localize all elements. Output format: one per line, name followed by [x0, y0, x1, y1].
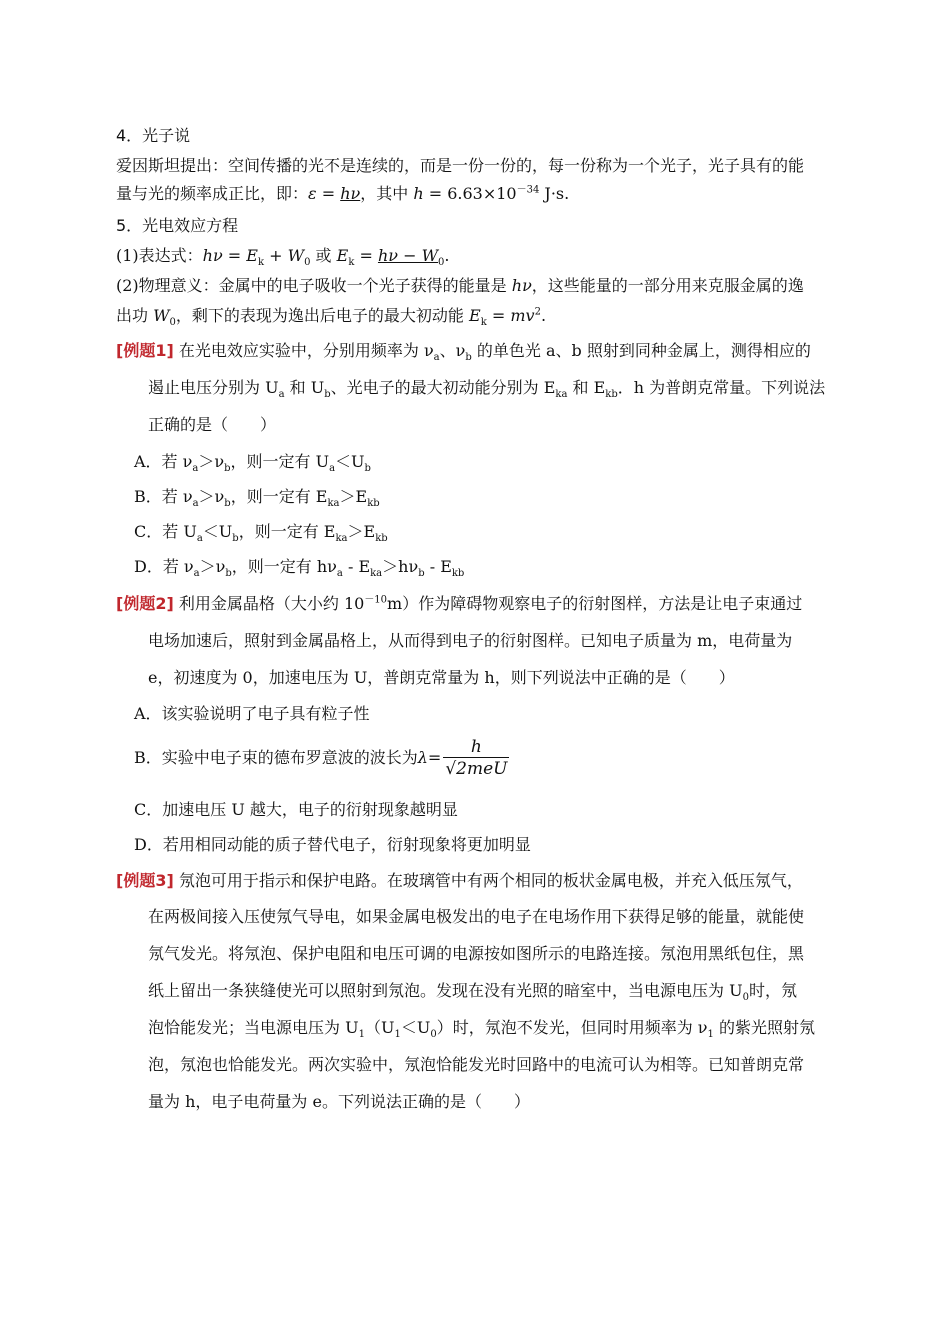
example-1-stem-line1: [例题1] 在光电效应实验中，分别用频率为 $\nu_a$、$\nu_b$ 的单色光 a、b 照射到同种金属上，测得相应的 [116, 341, 811, 364]
example-2-option-b[interactable]: B．实验中电子束的德布罗意波的波长为λ= $\frac{h}{\text{√2meU}}$ [134, 737, 508, 779]
example-1-option-c[interactable]: C．若 $U_a<U_b$，则一定有 $E_{ka}>E_{kb}$ [134, 522, 388, 545]
section-5-meaning-line2: 出功 $W_0$，剩下的表现为逸出后电子的最大初动能 $E_k = mv^2$. [116, 306, 547, 329]
example-1-stem-line3: 正确的是（ ） [148, 415, 277, 434]
example-3-stem-line2: 在两极间接入压使氖气导电，如果金属电极发出的电子在电场作用下获得足够的能量，就能使 [148, 907, 805, 926]
example-3-stem-line7: 量为 h，电子电荷量为 e。下列说法正确的是（ ） [148, 1092, 530, 1111]
example-3-stem-line4: 纸上留出一条狭缝使光可以照射到氖泡。发现在没有光照的暗室中，当电源电压为 $U_0$时，氖 [148, 981, 797, 1004]
example-3-stem-line5: 泡恰能发光；当电源电压为 $U_1(U_1<U_0)$时，氖泡不发光，但同时用频率为 $\nu_1$ 的紫光照射氖 [148, 1018, 815, 1041]
example-2-option-a[interactable]: A．该实验说明了电子具有粒子性 [134, 704, 370, 723]
example-2-stem-line1: [例题2] 利用金属晶格（大小约 $10^{-10}m$）作为障碍物观察电子的衍射图样，方法是让电子束通过 [116, 594, 803, 613]
example-3-tag: [例题3] [116, 871, 174, 890]
wavelength-fraction: $\frac{h}{\text{√2meU}}$ [445, 737, 508, 779]
example-2-tag: [例题2] [116, 594, 174, 613]
example-1-stem-line2: 遏止电压分别为 $U_a$ 和 $U_b$、光电子的最大初动能分别为 $E_{ka}$ 和 $E_{kb}$．h 为普朗克常量。下列说法 [148, 378, 826, 401]
example-2-option-c[interactable]: C．加速电压 U 越大，电子的衍射现象越明显 [134, 800, 458, 819]
section-4-heading: 4．光子说 [116, 126, 191, 145]
section-5-heading: 5．光电效应方程 [116, 216, 239, 235]
example-2-stem-line3: e，初速度为 0，加速电压为 U，普朗克常量为 h，则下列说法中正确的是（ ） [148, 668, 735, 687]
section-4-text-line2: 量与光的频率成正比，即：ε = hν，其中 $h = 6.63\times 10^{-34}$ J·s. [116, 184, 570, 203]
example-1-option-b[interactable]: B．若 $\nu_a>\nu_b$，则一定有 $E_{ka}>E_{kb}$ [134, 487, 380, 510]
example-3-stem-line3: 氖气发光。将氖泡、保护电阻和电压可调的电源按如图所示的电路连接。氖泡用黑纸包住，黑 [148, 944, 805, 963]
section-5-expression: (1)表达式：$h\nu = E_k + W_0$ 或 $E_k = h\nu - W_0$. [116, 246, 450, 269]
example-3-stem-line6: 泡，氖泡也恰能发光。两次实验中，氖泡恰能发光时回路中的电流可认为相等。已知普朗克常 [148, 1055, 805, 1074]
example-1-tag: [例题1] [116, 341, 174, 360]
example-1-option-a[interactable]: A．若 $\nu_a>\nu_b$，则一定有 $U_a<U_b$ [134, 452, 371, 475]
example-2-stem-line2: 电场加速后，照射到金属晶格上，从而得到电子的衍射图样。已知电子质量为 m，电荷量为 [148, 631, 793, 650]
section-5-meaning-line1: (2)物理意义：金属中的电子吸收一个光子获得的能量是 hν，这些能量的一部分用来克服金属的逸 [116, 276, 804, 295]
section-4-text-line1: 爱因斯坦提出：空间传播的光不是连续的，而是一份一份的，每一份称为一个光子，光子具有的能 [116, 156, 805, 175]
sqrt-icon: √ [445, 759, 457, 779]
example-2-option-d[interactable]: D．若用相同动能的质子替代电子，衍射现象将更加明显 [134, 835, 531, 854]
lambda-symbol: λ= [417, 748, 442, 767]
example-1-option-d[interactable]: D．若 $\nu_a>\nu_b$，则一定有 $h\nu_a - E_{ka}>h\nu_b - E_{kb}$ [134, 557, 465, 580]
example-3-stem-line1: [例题3] 氖泡可用于指示和保护电路。在玻璃管中有两个相同的板状金属电极，并充入低压氖气， [116, 871, 803, 890]
